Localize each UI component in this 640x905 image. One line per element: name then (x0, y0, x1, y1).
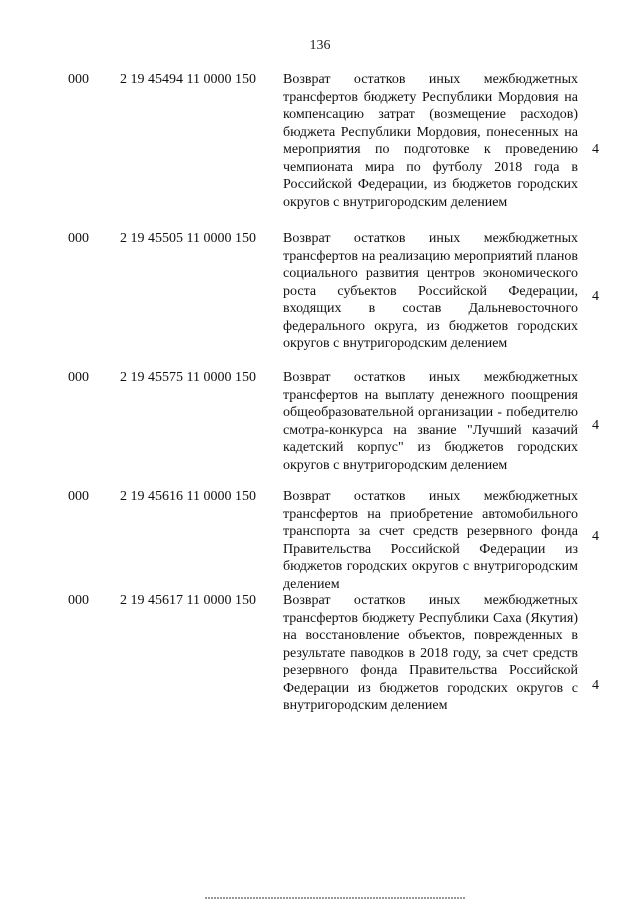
income-name: Возврат остатков иных межбюджетных трансфертов на приобретение автомобильного транспорта за счет средств резервного фонда Правительства Российской Федерации из бюджетов городских округов с внутригородским делением (283, 489, 578, 592)
row-value: 4 (592, 289, 599, 304)
income-name: Возврат остатков иных межбюджетных трансфертов бюджету Республики Саха (Якутия) на восстановление объектов, поврежденных в результате паводков в 2018 году, за счет средств резервного фонда Правительства Российской Федерации из бюджетов городских округов с внутригородским делением (283, 593, 578, 713)
row-value: 4 (592, 529, 599, 544)
admin-code: 000 (68, 593, 89, 608)
admin-code: 000 (68, 72, 89, 87)
row-value: 4 (592, 142, 599, 157)
income-name: Возврат остатков иных межбюджетных трансфертов на реализацию мероприятий планов социального развития центров экономического роста субъектов Российской Федерации, входящих в состав Дальневосточного федерального округа, из бюджетов городских округов с внутригородским делением (283, 231, 578, 351)
income-name: Возврат остатков иных межбюджетных трансфертов бюджету Республики Мордовия на компенсацию затрат (возмещение расходов) бюджета Республики Мордовия, понесенных на мероприятия по подготовке к проведению чемпионата мира по футболу 2018 года в Российской Федерации, из бюджетов городских округов с внутригородским делением (283, 72, 578, 210)
admin-code: 000 (68, 489, 89, 504)
scan-bottom-rule (205, 897, 465, 899)
budget-classification-code: 2 19 45494 11 0000 150 (120, 72, 256, 87)
admin-code: 000 (68, 370, 89, 385)
row-value: 4 (592, 418, 599, 433)
budget-classification-code: 2 19 45505 11 0000 150 (120, 231, 256, 246)
row-value: 4 (592, 678, 599, 693)
budget-classification-code: 2 19 45575 11 0000 150 (120, 370, 256, 385)
admin-code: 000 (68, 231, 89, 246)
page-number: 136 (309, 38, 331, 53)
income-name: Возврат остатков иных межбюджетных трансфертов на выплату денежного поощрения общеобразовательной организации - победителю смотра-конкурса на звание "Лучший казачий кадетский корпус" из бюджетов городских округов с внутригородским делением (283, 370, 578, 473)
budget-classification-code: 2 19 45617 11 0000 150 (120, 593, 256, 608)
budget-classification-code: 2 19 45616 11 0000 150 (120, 489, 256, 504)
